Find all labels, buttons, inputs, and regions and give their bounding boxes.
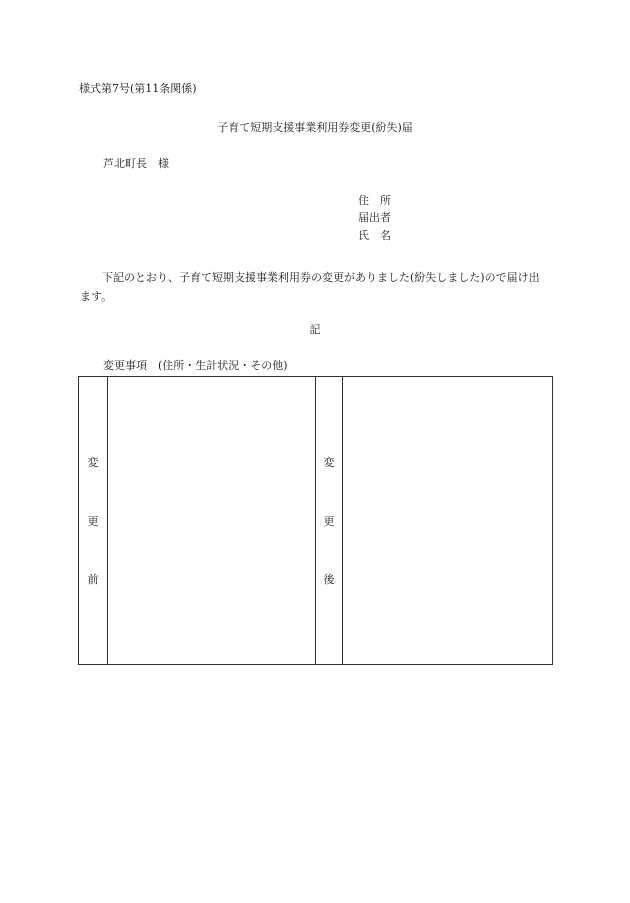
change-table (78, 376, 553, 665)
form-number: 様式第7号(第11条関係) (79, 82, 197, 95)
before-change-field[interactable] (108, 377, 316, 665)
ki-heading: 記 (309, 323, 321, 336)
before-change-label: 変 更 前 (79, 377, 108, 665)
document-title: 子育て短期支援事業利用券変更(紛失)届 (217, 121, 413, 134)
applicant-address-label: 住 所 (358, 194, 391, 207)
applicant-name-label: 氏 名 (358, 229, 391, 242)
applicant-notifier-label: 届出者 (358, 211, 391, 224)
body-text: 下記のとおり、子育て短期支援事業利用券の変更がありました(紛失しました)ので届け出ます。 (80, 271, 540, 303)
after-change-field[interactable] (343, 377, 553, 665)
change-items-options: (住所・生計状況・その他) (158, 359, 288, 372)
change-items-title: 変更事項 (103, 359, 147, 372)
addressee-name: 芦北町長 (103, 157, 147, 170)
after-change-label: 変 更 後 (316, 377, 343, 665)
addressee-honorific: 様 (158, 157, 169, 170)
addressee (103, 158, 169, 169)
change-items-label (103, 360, 288, 371)
